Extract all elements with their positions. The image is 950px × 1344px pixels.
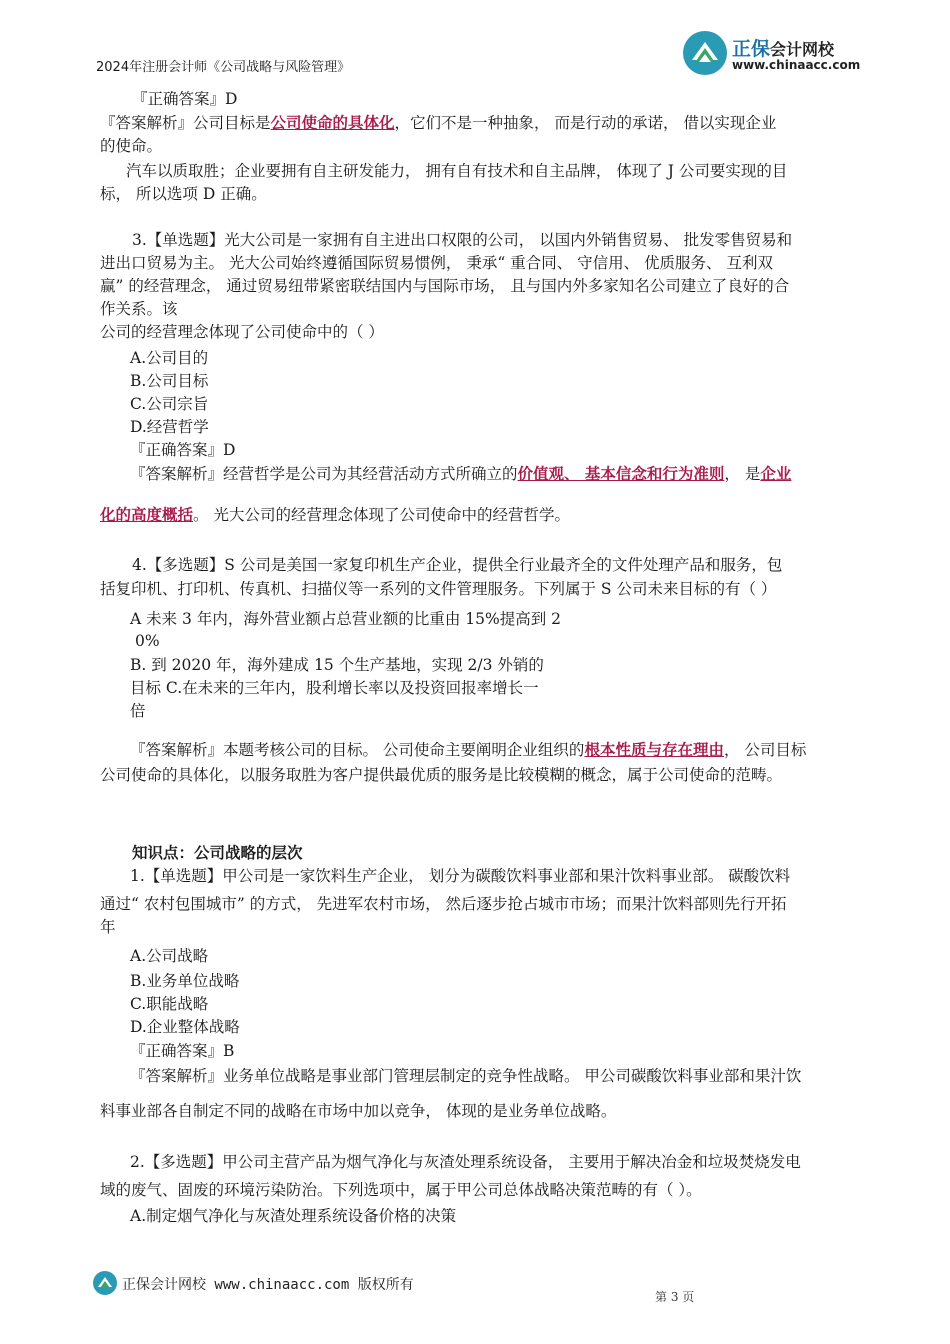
logo-mark-icon <box>682 30 728 76</box>
q4-stem-line2: 括复印机、打印机、传真机、扫描仪等一系列的文件管理服务。下列属于 S 公司未来目标的有（ ） <box>100 580 777 598</box>
q6-option-a-clipped: A.制定烟气净化与灰渣处理系统设备价格的决策 <box>130 1207 457 1225</box>
footer-copyright: 正保会计网校 www.chinaacc.com 版权所有 <box>122 1277 414 1293</box>
q3-option-d: D.经营哲学 <box>130 418 209 436</box>
q2-answer: 『正确答案』D <box>132 90 238 108</box>
q3-answer: 『正确答案』D <box>130 441 236 459</box>
q4-option-b-c: 目标 C.在未来的三年内，股利增长率以及投资回报率增长一 <box>130 679 539 697</box>
chinaacc-logo <box>682 30 882 80</box>
q5-option-d: D.企业整体战略 <box>130 1018 240 1036</box>
q3-stem-line3: 赢” 的经营理念， 通过贸易纽带紧密联结国内与国际市场， 且与国内外多家知名公司建立了良好的合 <box>100 277 790 295</box>
q6-stem-line1: 2.【多选题】甲公司主营产品为烟气净化与灰渣处理系统设备， 主要用于解决冶金和垃圾焚烧发电 <box>130 1153 801 1171</box>
q3-stem-line1: 3.【单选题】光大公司是一家拥有自主进出口权限的公司， 以国内外销售贸易、 批发零售贸易和 <box>132 231 793 249</box>
q4-stem-line1: 4.【多选题】S 公司是美国一家复印机生产企业，提供全行业最齐全的文件处理产品和服务，包 <box>132 556 783 574</box>
q4-option-b: B. 到 2020 年，海外建成 15 个生产基地，实现 2/3 外销的 <box>130 656 544 674</box>
q2-analysis: 『答案解析』公司目标是公司使命的具体化，它们不是一种抽象， 而是行动的承诺， 借以实现企业 <box>100 113 777 132</box>
q4-option-a: A 未来 3 年内，海外营业额占总营业额的比重由 15%提高到 2 <box>130 610 562 628</box>
q5-option-b: B.业务单位战略 <box>130 972 240 990</box>
q4-analysis-line2: 公司使命的具体化，以服务取胜为客户提供最优质的服务是比较模糊的概念，属于公司使命的范畴。 <box>100 766 783 784</box>
q4-analysis-clipped: 『答案解析』本题考核公司的目标。 公司使命主要阐明企业组织的根本性质与存在理由， 公司目标 <box>130 740 807 759</box>
q3-analysis-line2: 化的高度概括。 光大公司的经营理念体现了公司使命中的经营哲学。 <box>100 505 570 524</box>
page-footer <box>92 1270 592 1300</box>
q5-stem-line2: 通过“ 农村包围城市” 的方式， 先进军农村市场， 然后逐步抢占城市市场；而果汁饮料部则先行开拓 <box>100 895 787 913</box>
page-number: 第 3 页 <box>655 1290 695 1304</box>
q4-option-c-cont: 倍 <box>130 702 146 720</box>
header-residual-text: 2024年注册会计师《公司战略与风险管理》 <box>96 60 351 75</box>
q6-stem-line2: 域的废气、固废的环境污染防治。下列选项中，属于甲公司总体战略决策范畴的有（ ）。 <box>100 1181 702 1199</box>
q3-stem-line2: 进出口贸易为主。 光大公司始终遵循国际贸易惯例， 秉承“ 重合同、 守信用、 优质服务、 互利双 <box>100 254 773 272</box>
section-title: 知识点：公司战略的层次 <box>132 844 303 862</box>
q5-stem-line1: 1.【单选题】甲公司是一家饮料生产企业， 划分为碳酸饮料事业部和果汁饮料事业部。 碳酸饮料 <box>130 867 791 885</box>
q5-option-a: A.公司战略 <box>130 947 209 965</box>
logo-brand: 正保会计网校 <box>732 38 835 60</box>
q5-stem-line3: 年 <box>100 918 116 936</box>
q2-reason-line2: 标， 所以选项 D 正确。 <box>100 185 267 203</box>
q3-option-a: A.公司目的 <box>130 349 209 367</box>
q2-reason-line1: 汽车以质取胜；企业要拥有自主研发能力， 拥有自有技术和自主品牌， 体现了 J 公司要实现的目 <box>126 162 788 180</box>
q5-answer: 『正确答案』B <box>130 1042 235 1060</box>
q5-analysis-line1: 『答案解析』业务单位战略是事业部门管理层制定的竞争性战略。 甲公司碳酸饮料事业部和果汁饮 <box>130 1067 802 1085</box>
footer-logo-icon <box>92 1270 118 1296</box>
q3-analysis: 『答案解析』经营哲学是公司为其经营活动方式所确立的价值观、 基本信念和行为准则， 是企业 <box>130 464 792 483</box>
q5-option-c: C.职能战略 <box>130 995 209 1013</box>
q3-stem-line5: 公司的经营理念体现了公司使命中的（ ） <box>100 323 384 341</box>
q3-option-b: B.公司目标 <box>130 372 209 390</box>
logo-url: www.chinaacc.com <box>732 58 861 72</box>
q4-option-a-cont: 0% <box>135 632 160 650</box>
q3-stem-line4: 作关系。该 <box>100 300 178 318</box>
q5-analysis-line2: 料事业部各自制定不同的战略在市场中加以竞争， 体现的是业务单位战略。 <box>100 1102 617 1120</box>
q3-option-c: C.公司宗旨 <box>130 395 209 413</box>
q2-analysis-line2: 的使命。 <box>100 137 163 155</box>
